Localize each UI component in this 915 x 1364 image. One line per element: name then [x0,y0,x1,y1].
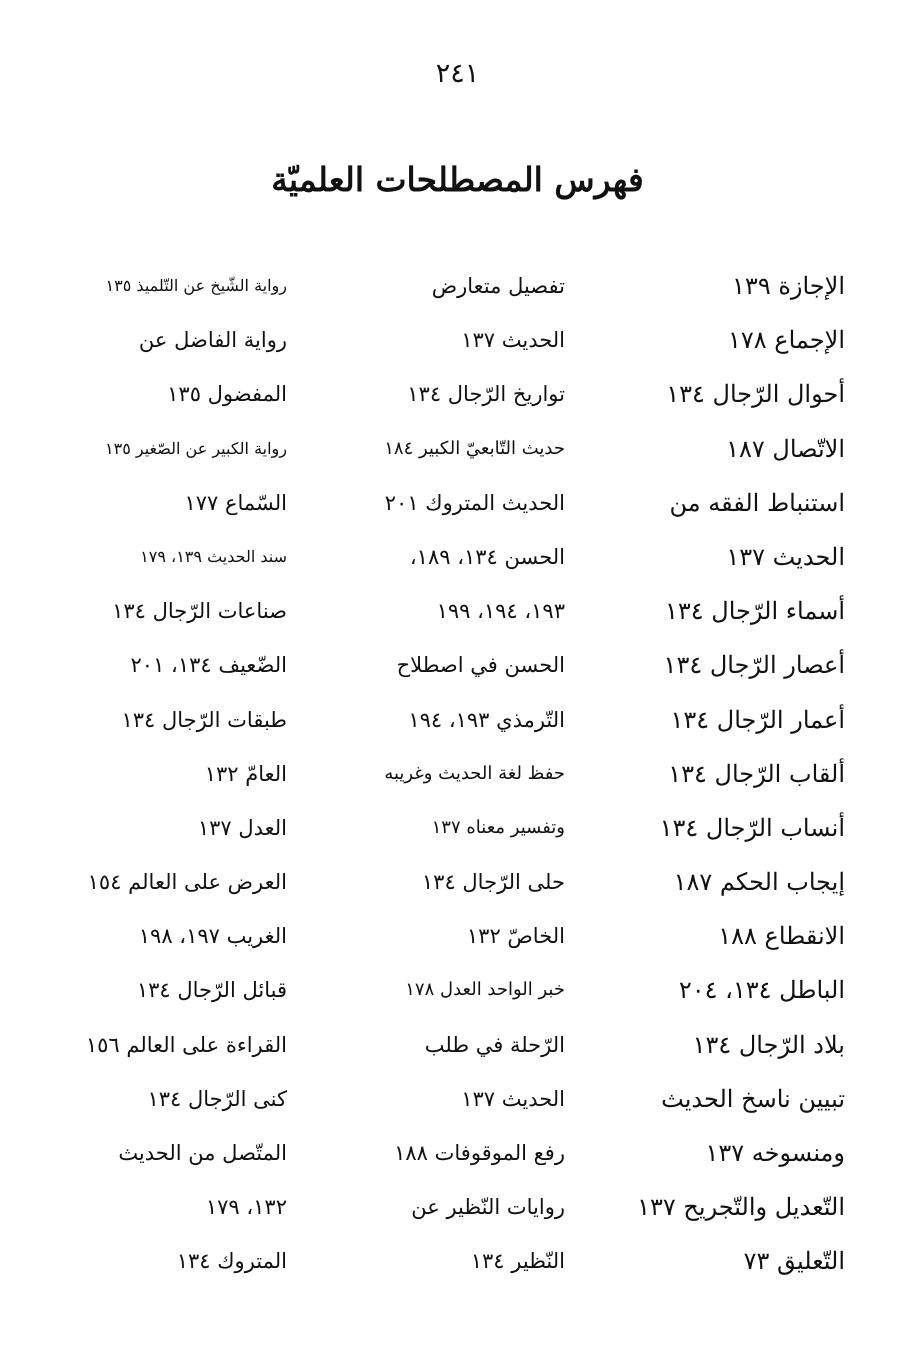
index-entry: الحديث ١٣٧ [726,542,845,571]
index-entry: الحسن في اصطلاح [396,653,565,678]
index-entry: حفظ لغة الحديث وغريبه [384,762,565,784]
index-entry: المتروك ١٣٤ [176,1249,287,1274]
index-entry: العدل ١٣٧ [197,815,287,840]
index-entry: الباطل ١٣٤، ٢٠٤ [678,976,845,1005]
index-entry: سند الحديث ١٣٩، ١٧٩ [140,546,287,566]
index-column-left [42,262,287,1292]
index-entry: التّعليق ٧٣ [743,1247,845,1276]
page-title: فهرس المصطلحات العلميّة [271,160,644,199]
index-entry: ومنسوخه ١٣٧ [705,1139,845,1167]
index-entry: ١٩٣، ١٩٤، ١٩٩ [436,599,565,624]
index-entry: أعصار الرّجال ١٣٤ [663,651,845,680]
index-entry: تفصيل متعارض [431,274,565,298]
index-entry: الخاصّ ١٣٢ [466,924,565,949]
index-entry: قبائل الرّجال ١٣٤ [136,978,287,1003]
index-entry: رواية الفاضل عن [138,328,287,353]
index-entry: رفع الموقوفات ١٨٨ [394,1141,565,1165]
index-entry: الغريب ١٩٧، ١٩٨ [138,924,287,949]
index-entry: الرّحلة في طلب [424,1032,565,1057]
index-entry: العرض على العالم ١٥٤ [87,870,287,895]
index-entry: بلاد الرّجال ١٣٤ [692,1030,845,1059]
index-entry: خبر الواحد العدل ١٧٨ [405,979,565,1001]
index-entry: أحوال الرّجال ١٣٤ [666,380,845,409]
index-entry: أنساب الرّجال ١٣٤ [659,813,845,842]
index-entry: ١٣٢، ١٧٩ [205,1195,287,1220]
index-entry: روايات النّظير عن [411,1195,565,1220]
index-entry: الضّعيف ١٣٤، ٢٠١ [130,653,287,678]
index-entry: السّماع ١٧٧ [184,490,287,515]
index-entry: الاتّصال ١٨٧ [726,434,845,463]
page-number: ٢٤١ [435,58,480,89]
index-entry: الحديث المتروك ٢٠١ [384,490,565,515]
index-entry: التّعديل والتّجريح ١٣٧ [637,1193,845,1222]
index-entry: صناعات الرّجال ١٣٤ [112,599,287,624]
index-entry: الإجماع ١٧٨ [728,326,845,355]
index-entry: تواريخ الرّجال ١٣٤ [407,382,565,407]
index-entry: أعمار الرّجال ١٣٤ [670,705,845,734]
index-entry: الانقطاع ١٨٨ [718,922,845,951]
index-column-middle [295,262,565,1292]
index-entry: الحديث ١٣٧ [461,328,565,353]
index-entry: النّظير ١٣٤ [470,1249,565,1274]
index-entry: المتّصل من الحديث [118,1141,287,1165]
index-entry: المفضول ١٣٥ [167,382,287,407]
index-column-right [565,262,845,1292]
index-entry: حلى الرّجال ١٣٤ [421,870,565,895]
index-entry: الحديث ١٣٧ [461,1086,565,1111]
index-entry: حديث التّابعيّ الكبير ١٨٤ [384,437,565,459]
index-entry: استنباط الفقه من [669,488,845,517]
index-entry: ألقاب الرّجال ١٣٤ [668,759,845,788]
index-entry: التّرمذي ١٩٣، ١٩٤ [408,707,565,732]
index-entry: كنى الرّجال ١٣٤ [147,1086,287,1111]
index-entry: وتفسير معناه ١٣٧ [431,816,565,838]
index-entry: طبقات الرّجال ١٣٤ [121,707,287,732]
index-entry: رواية الكبير عن الصّغير ١٣٥ [105,438,287,458]
index-entry: إيجاب الحكم ١٨٧ [673,868,845,897]
index-entry: تبيين ناسخ الحديث [661,1084,845,1113]
index-entry: القراءة على العالم ١٥٦ [85,1032,287,1057]
index-entry: أسماء الرّجال ١٣٤ [665,597,845,626]
index-entry: العامّ ١٣٢ [204,761,287,786]
index-entry: رواية الشّيخ عن التّلميذ ١٣٥ [105,276,287,295]
index-entry: الإجازة ١٣٩ [732,272,845,300]
index-entry: الحسن ١٣٤، ١٨٩، [409,544,565,569]
